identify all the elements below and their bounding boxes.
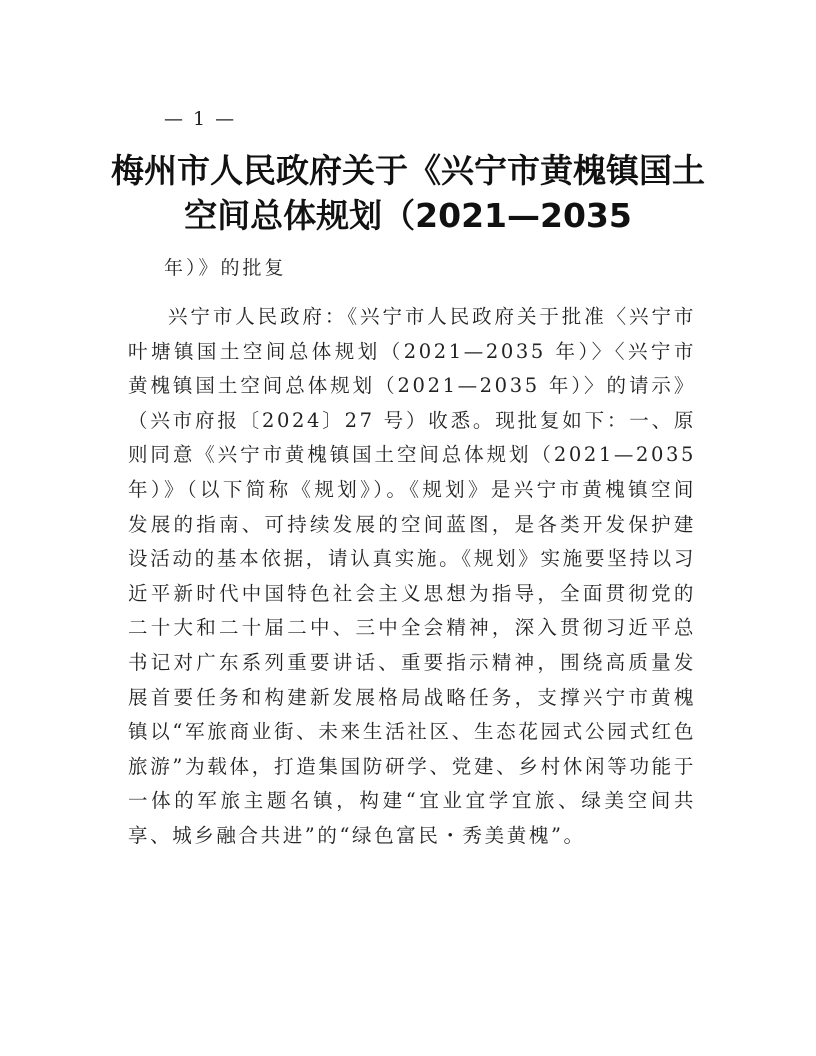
- document-title: 梅州市人民政府关于《兴宁市黄槐镇国土空间总体规划（2021—2035: [111, 151, 705, 235]
- page-number: — 1 —: [164, 108, 237, 130]
- body-paragraph: 兴宁市人民政府：《兴宁市人民政府关于批准〈兴宁市叶塘镇国土空间总体规划（2021—2035 年）〉〈兴宁市黄槐镇国土空间总体规划（2021—2035 年）〉的请示》（兴市府报〔2024〕27 号）收悉。现批复如下：一、原则同意《兴宁市黄槐镇国土空间总体规划（2021—2035 年）》（以下简称《规划》）。《规划》是兴宁市黄槐镇空间发展的指南、可持续发展的空间蓝图，是各类开发保护建设活动的基本依据，请认真实施。《规划》实施要坚持以习近平新时代中国特色社会主义思想为指导，全面贯彻党的二十大和二十届二中、三中全会精神，深入贯彻习近平总书记对广东系列重要讲话、重要指示精神，围绕高质量发展首要任务和构建新发展格局战略任务，支撑兴宁市黄槐镇以“军旅商业街、未来生活社区、生态花园式公园式红色旅游”为载体，打造集国防研学、党建、乡村休闲等功能于一体的军旅主题名镇，构建“宜业宜学宜旅、绿美空间共享、城乡融合共进”的“绿色富民・秀美黄槐”。: [128, 305, 696, 847]
- document-title-continuation: 年）》的批复: [164, 257, 287, 279]
